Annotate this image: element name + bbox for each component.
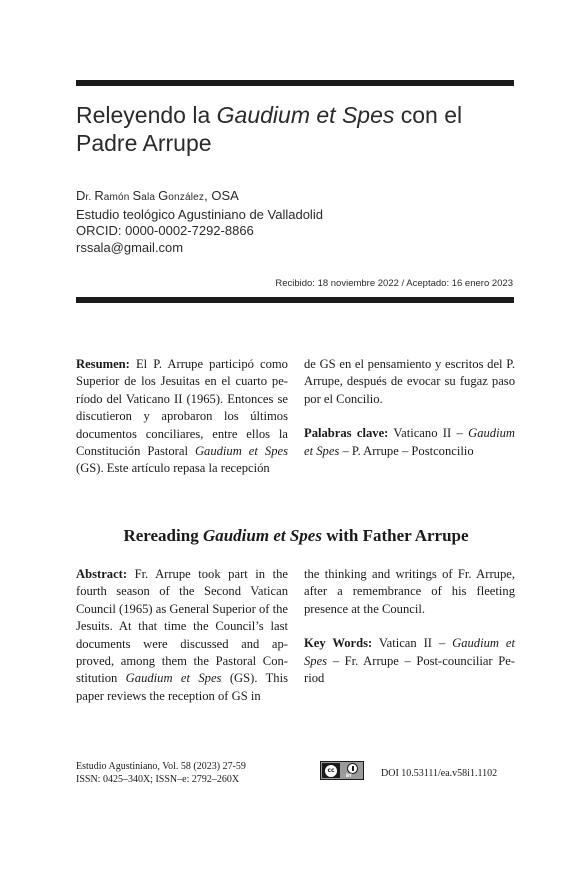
palabras-clave-label: Palabras clave: xyxy=(304,426,389,441)
person-figure xyxy=(352,766,354,771)
journal-issn: ISSN: 0425–340X; ISSN–e: 2792–260X xyxy=(76,774,240,785)
journal-citation: Estudio Agustiniano, Vol. 58 (2023) 27-59 xyxy=(76,761,246,772)
key-words: Key Words: Vatican II – Gaudium et Spes – Fr. Arrupe – Post-counciliar Pe- riod xyxy=(304,636,515,686)
abstract-continuation: the thinking and writings of Fr. Arrupe, after a remembrance of his fleeting presence at the Council. xyxy=(304,567,515,616)
author-affiliation: Estudio teológico Agustiniano de Valladolid xyxy=(76,206,323,222)
author-email[interactable]: rssala@gmail.com xyxy=(76,239,184,255)
cc-icon: cc xyxy=(324,764,338,778)
english-title: Rereading Gaudium et Spes with Father Arrupe xyxy=(123,526,469,545)
resumen-column-2 xyxy=(304,356,515,460)
journal-footer xyxy=(76,760,246,786)
author-block xyxy=(76,188,516,256)
resumen-text: Resumen: El P. Arrupe participó como Superior de los Jesuitas en el cuarto pe- ríodo del Vaticano II (1965). Entonces se discutieron y aprobaron los últimos documentos conciliares, entre ellos la Constitución Pastoral Gaudium et Spes (GS). Este artículo repasa la recepción xyxy=(76,357,288,476)
abstract-column-2 xyxy=(304,566,515,687)
article-title xyxy=(76,101,516,157)
received-accepted-dates: Recibido: 18 noviembre 2022 / Aceptado: 16 enero 2023 xyxy=(275,278,513,289)
key-words-label: Key Words: xyxy=(304,636,373,651)
by-label: BY xyxy=(346,773,352,778)
abstract-label: Abstract: xyxy=(76,567,128,581)
resumen-continuation: de GS en el pensamiento y escritos del P. Arrupe, después de evocar su fugaz paso por el Concilio. xyxy=(304,357,515,406)
abstract-column-1 xyxy=(76,566,288,705)
title-line-1: Releyendo la Gaudium et Spes con el xyxy=(76,102,463,128)
resumen-label: Resumen: xyxy=(76,357,130,371)
header-bottom-rule xyxy=(76,297,514,303)
title-line-2: Padre Arrupe xyxy=(76,130,212,156)
doi-link[interactable]: DOI 10.53111/ea.v58i1.1102 xyxy=(381,768,498,779)
abstract-text: Abstract: Fr. Arrupe took part in the fourth season of the Second Vatican Council (1965) as General Superior of the Jesuits. At that time the Council’s last documents were discussed and ap- proved, among them the Pastoral Con- stitution Gaudium et Spes (GS). This paper reviews the reception of GS in xyxy=(76,567,289,703)
title-italic: Gaudium et Spes xyxy=(216,102,395,128)
creative-commons-by-icon[interactable] xyxy=(320,761,364,780)
top-rule xyxy=(76,80,514,86)
author-name: Dr. Ramón Sala González, OSA xyxy=(76,188,239,203)
author-orcid[interactable]: ORCID: 0000-0002-7292-8866 xyxy=(76,223,254,238)
palabras-clave: Palabras clave: Vaticano II – Gaudium et Spes – P. Arrupe – Postconcilio xyxy=(304,426,515,458)
resumen-column-1 xyxy=(76,356,288,478)
